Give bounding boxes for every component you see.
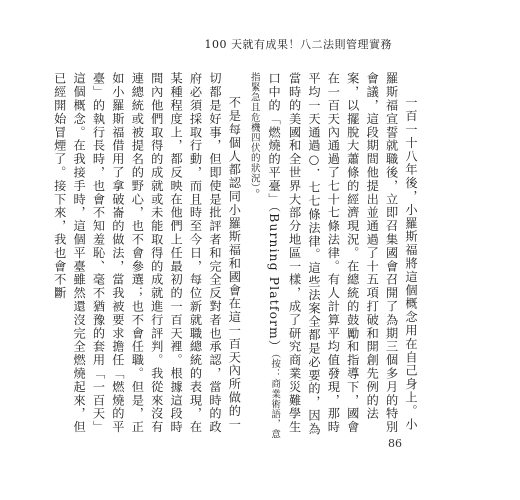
- paragraph-1-end: 。: [246, 188, 261, 202]
- paragraph-1-text: 一百一十八年後，小羅斯福將這個概念用在自己身上。小羅斯福宣誓就職後，立即召集國會召開了為期三個多月的特別會議，這段期間他提出並通過了十五項打破和開創先例的法案，以擺脫大蕭條的經濟現況。在總統的鼓勵和指導下，國會在一百天內通過了七十七條法律。有人計算平均值發現，那時平均一天通過○．七七條法律。這些法案全都是必要的，因為當時的美國和全世界大部分地區一樣，成了研究商業災難學生口中的「燃燒的平臺」（Burning Platform）: [267, 72, 418, 436]
- page-number: 86: [388, 437, 402, 450]
- paragraph-2: 不是每個人都認同小羅斯福和國會在這一百天內所做的一切都是好事，但即使是批評者和完全反對者也承認，當時的政府必須採取行動，而且時至今日，每位新就職總統的表現，在某種程度上，都反映在他們上任最初的一百天裡。根據這段時間內他們取得的成就或未能取得的成就進行評判。我從來沒有連總統或被提名的野心，也不會參選；也不會任職。但是，正如小羅斯福借用了拿破崙的做法，當我被要求擔任「燃燒的平臺」的執行長時，也會不知羞恥、毫不猶豫的套用「一百天」這個概念。在我接手時，這個平臺雖然還沒完全燃燒起來，但已經開始冒煙了。接下來，我也會不斷: [52, 72, 242, 434]
- vertical-body-text: [52, 72, 420, 442]
- paragraph-1: [243, 72, 420, 442]
- translator-note: （按：商業術語，意指緊急且危機四伏的狀況）: [248, 72, 281, 440]
- running-header: 100 天就有成果！八二法則管理實務: [204, 38, 392, 51]
